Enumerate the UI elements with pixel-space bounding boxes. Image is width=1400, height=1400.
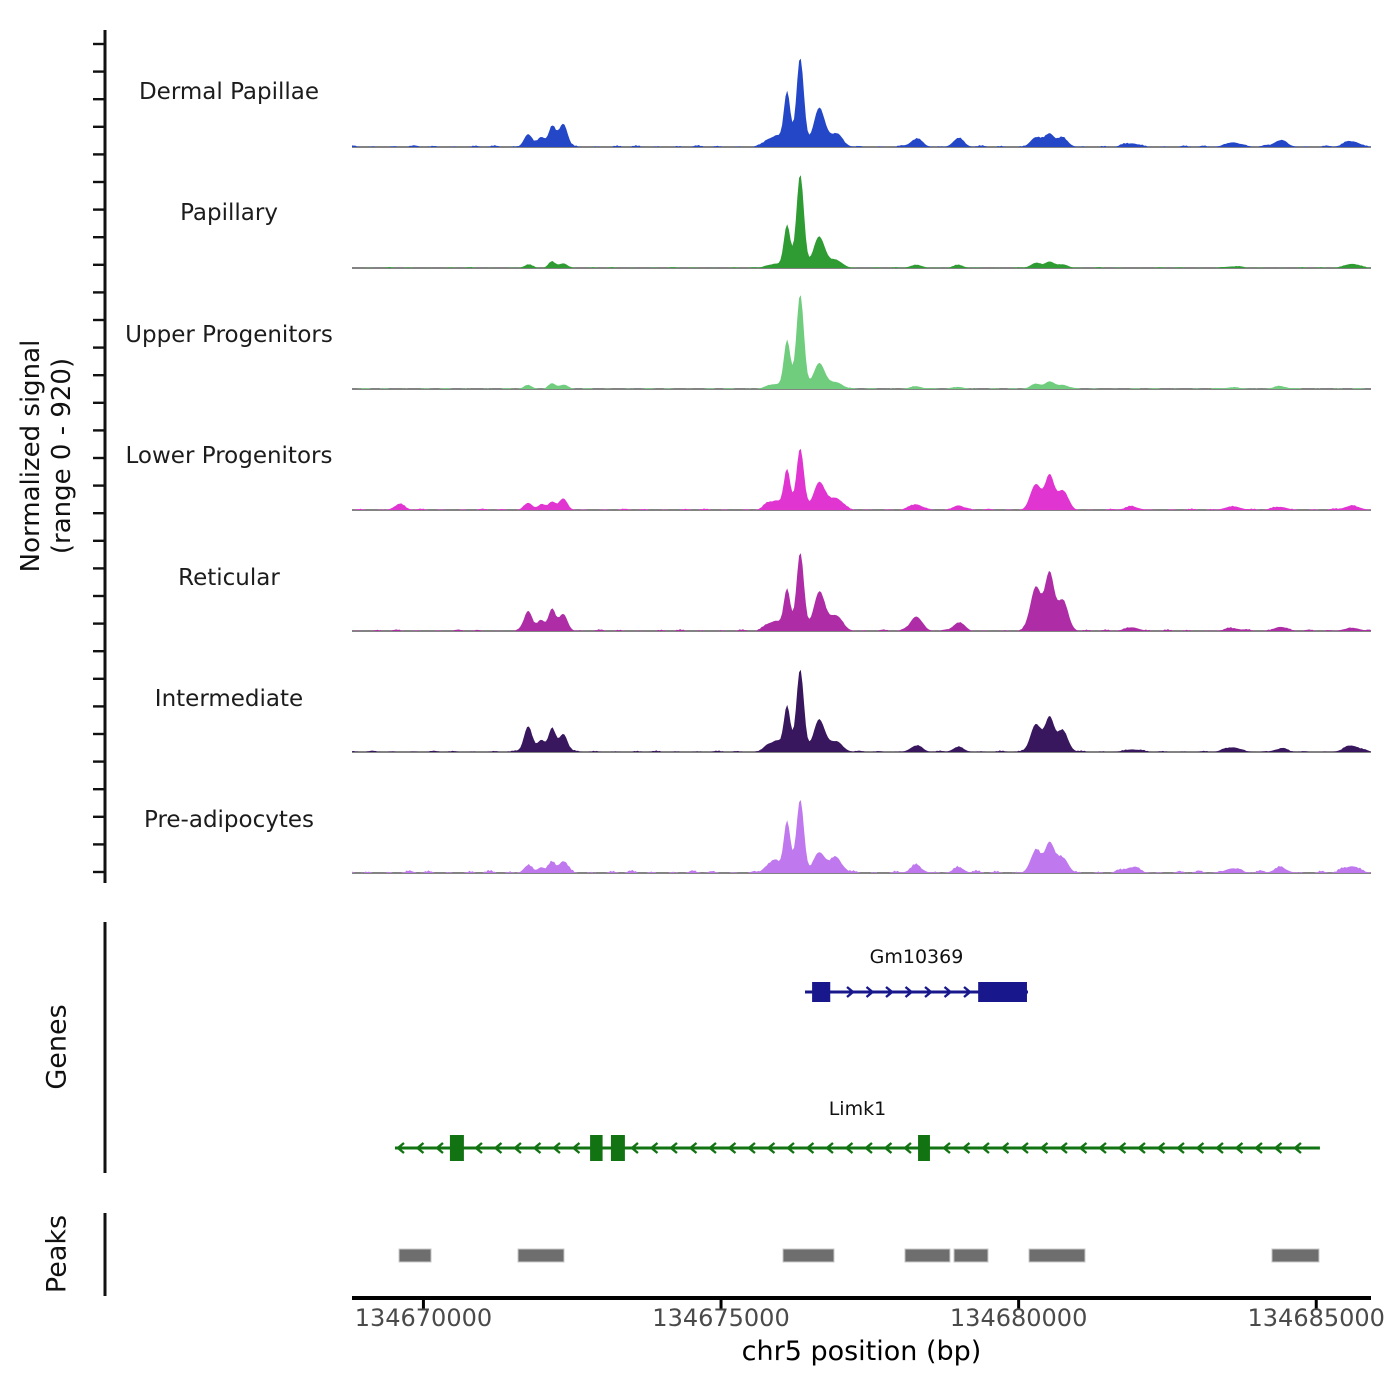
track-label-lower-progenitors: Lower Progenitors — [125, 443, 333, 469]
y-axis-label — [16, 340, 78, 573]
y-axis-label-line2: (range 0 - 920) — [47, 357, 77, 555]
signal-area-reticular — [352, 553, 1371, 631]
signal-tracks-layer — [352, 59, 1371, 873]
gene-exon — [918, 1135, 930, 1161]
peak-call-rect — [518, 1249, 564, 1262]
track-label-pre-adipocytes: Pre-adipocytes — [143, 807, 315, 833]
signal-area-upper-progenitors — [352, 295, 1371, 389]
x-axis-title: chr5 position (bp) — [741, 1336, 982, 1367]
signal-area-intermediate — [352, 670, 1371, 752]
track-label-intermediate: Intermediate — [154, 686, 304, 712]
gene-name-gm10369: Gm10369 — [869, 946, 964, 968]
gene-models-layer — [395, 982, 1320, 1161]
peak-call-rect — [783, 1249, 834, 1262]
gene-model-limk1 — [395, 1135, 1320, 1161]
gene-exon — [611, 1135, 625, 1161]
signal-area-pre-adipocytes — [352, 800, 1371, 873]
gene-name-limk1: Limk1 — [828, 1098, 887, 1120]
peak-call-rect — [399, 1249, 431, 1262]
peak-call-rect — [954, 1249, 988, 1262]
x-tick-label-134680000: 134680000 — [949, 1304, 1088, 1332]
gene-exon — [450, 1135, 464, 1161]
gene-exon — [590, 1135, 602, 1161]
peak-call-rect — [905, 1249, 950, 1262]
signal-area-papillary — [352, 175, 1371, 268]
x-tick-label-134685000: 134685000 — [1247, 1304, 1385, 1332]
track-label-dermal-papillae: Dermal Papillae — [138, 79, 320, 105]
signal-area-dermal-papillae — [352, 59, 1371, 147]
peaks-section-label: Peaks — [41, 1214, 73, 1294]
y-axis-label-line1: Normalized signal — [16, 339, 46, 573]
genes-section-label: Genes — [41, 1004, 73, 1090]
track-label-reticular: Reticular — [178, 565, 280, 591]
signal-area-lower-progenitors — [352, 449, 1371, 510]
gene-exon — [978, 982, 1027, 1002]
x-tick-label-134675000: 134675000 — [652, 1304, 790, 1332]
x-tick-label-134670000: 134670000 — [354, 1304, 493, 1332]
track-label-upper-progenitors: Upper Progenitors — [125, 322, 333, 348]
peak-call-rect — [1272, 1249, 1319, 1262]
peak-calls-layer — [399, 1249, 1319, 1262]
peak-call-rect — [1029, 1249, 1085, 1262]
gene-exon — [812, 982, 830, 1002]
track-label-papillary: Papillary — [180, 200, 278, 226]
gene-model-gm10369 — [805, 982, 1028, 1002]
